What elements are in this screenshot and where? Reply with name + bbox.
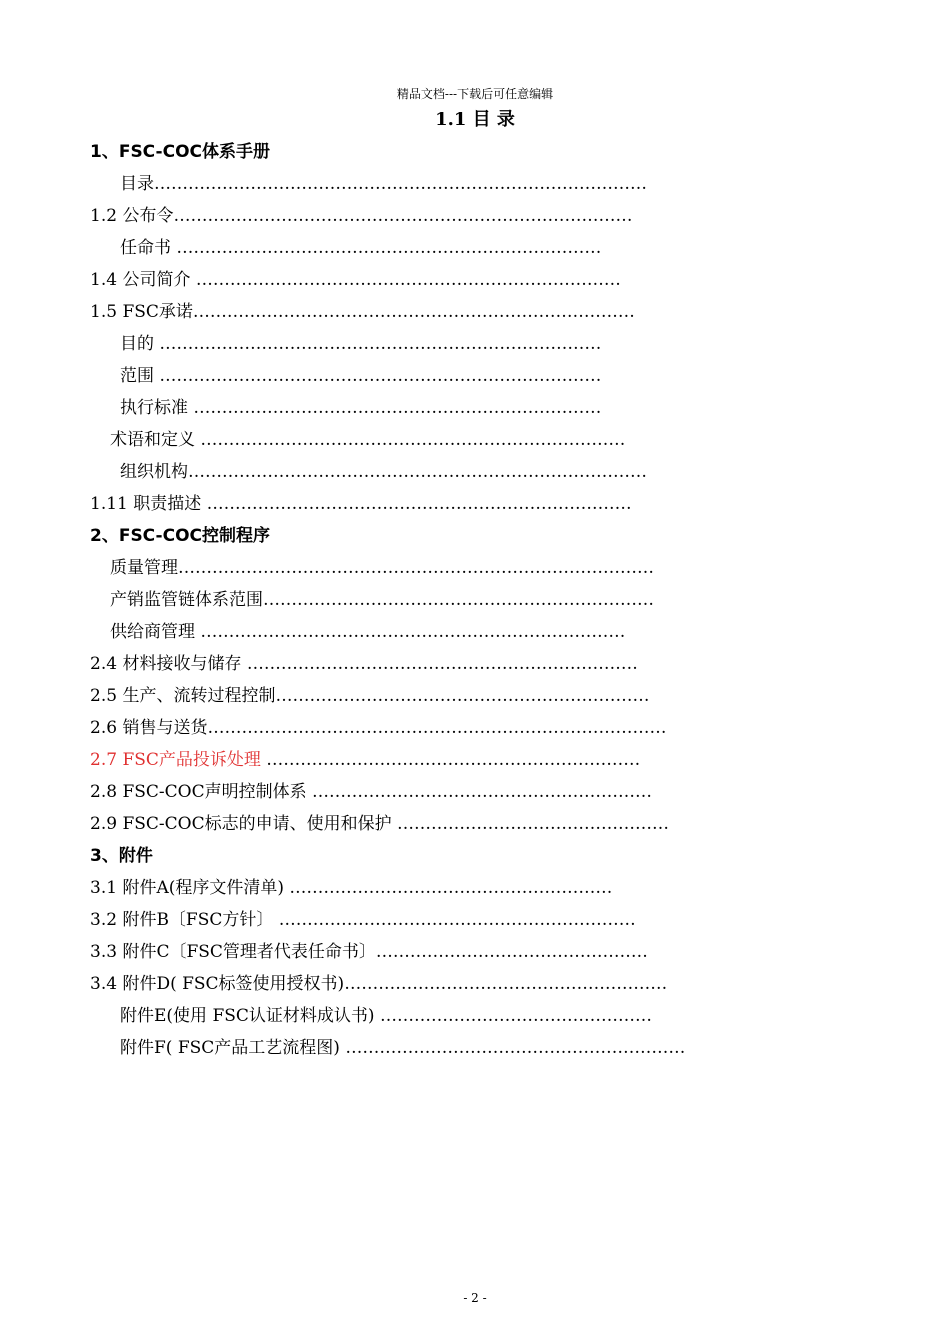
toc-leader: …………………………………………………………… [246, 654, 638, 674]
toc-leader: ………………………………………………………………… [206, 494, 632, 514]
toc-label: 3.4 附件D( FSC标签使用授权书) [90, 974, 345, 994]
toc-leader: ……………………………………………………………………… [173, 206, 633, 226]
toc-entry[interactable] [120, 332, 722, 356]
toc-entry[interactable] [110, 620, 732, 644]
toc-entry[interactable] [120, 172, 712, 196]
toc-leader: ………………………………………… [379, 1006, 652, 1026]
toc-label: 目的 [120, 334, 160, 354]
toc-entry[interactable] [90, 716, 772, 740]
toc-leader: …………………………………………………………………… [192, 302, 635, 322]
toc-leader: ………………………………………………………………… [200, 622, 626, 642]
toc-leader: ………………………………………………………… [275, 686, 650, 706]
toc-entry[interactable] [90, 812, 758, 836]
toc-label: 供给商管理 [110, 622, 201, 642]
toc-leader: ………………………………………… [397, 814, 669, 834]
toc-label: 2、FSC-COC控制程序 [90, 526, 271, 546]
toc-entry-highlight[interactable] [90, 748, 758, 772]
toc-entry[interactable] [90, 204, 742, 228]
toc-label: 3、附件 [90, 846, 153, 866]
toc-label: 组织机构 [120, 462, 188, 482]
toc-entry[interactable] [90, 940, 770, 964]
toc-entry[interactable] [90, 492, 762, 516]
toc-entry[interactable] [90, 876, 766, 900]
toc-leader: ……………………………………………………………… [193, 398, 602, 418]
toc-label: 1.2 公布令 [90, 206, 174, 226]
toc-leader: ………………………………………………………………… [176, 238, 602, 258]
toc-label: 3.1 附件A(程序文件清单) [90, 878, 290, 898]
toc-label: 产销监管链体系范围 [110, 590, 263, 610]
toc-leader: …………………………………………………………… [263, 590, 654, 610]
page-number: - 2 - [463, 1291, 487, 1305]
header-note: 精品文档---下载后可任意编辑 [396, 87, 554, 101]
toc-label: 附件F( FSC产品工艺流程图) [120, 1038, 346, 1058]
toc-label: 术语和定义 [110, 430, 201, 450]
toc-label: 3.2 附件B〔FSC方针〕 [90, 910, 279, 930]
toc-label: 1.11 职责描述 [90, 494, 207, 514]
toc-label: 3.3 附件C〔FSC管理者代表任命书〕 [90, 942, 376, 962]
toc-leader: …………………………………………………… [345, 1038, 686, 1058]
toc-entry[interactable] [90, 908, 770, 932]
toc-leader: ………………………………………………………………… [195, 270, 621, 290]
toc-leader: …………………………………………………… [312, 782, 652, 802]
toc-leader: ……………………………………………………………………… [207, 718, 667, 738]
toc-label: 2.4 材料接收与储存 [90, 654, 247, 674]
toc-label: 2.7 FSC产品投诉处理 [90, 750, 267, 770]
toc-label: 附件E(使用 FSC认证材料成认书) [120, 1006, 380, 1026]
toc-entry[interactable] [120, 1004, 742, 1028]
toc-entry[interactable] [90, 300, 736, 324]
toc-label: 执行标准 [120, 398, 194, 418]
toc-entry[interactable] [90, 780, 748, 804]
toc-label: 目录 [120, 174, 154, 194]
toc-label: 2.8 FSC-COC声明控制体系 [90, 782, 312, 802]
toc-title: 1.1 目 录 [435, 109, 515, 130]
toc-label: 1.5 FSC承诺 [90, 302, 193, 322]
toc-entry[interactable] [120, 236, 712, 260]
toc-entry[interactable] [120, 1036, 742, 1060]
toc-entry[interactable] [90, 972, 760, 996]
toc-leader: …………………………………………………………………… [159, 334, 602, 354]
toc-leader: ……………………………………………………… [278, 910, 636, 930]
toc-section-1[interactable] [90, 140, 790, 164]
toc-entry[interactable] [110, 556, 742, 580]
toc-entry[interactable] [90, 268, 732, 292]
toc-leader: …………………………………………………………………… [159, 366, 602, 386]
toc-label: 范围 [120, 366, 160, 386]
toc-entry[interactable] [110, 428, 732, 452]
toc-label: 任命书 [120, 238, 177, 258]
toc-label: 2.6 销售与送货 [90, 718, 208, 738]
toc-leader: ………………………………………………………… [266, 750, 641, 770]
toc-leader: ………………………………………………… [344, 974, 668, 994]
toc-leader: ………………………………………… [375, 942, 648, 962]
toc-label: 2.5 生产、流转过程控制 [90, 686, 276, 706]
toc-entry[interactable] [120, 364, 722, 388]
toc-leader: …………………………………………………………………………… [154, 174, 647, 194]
toc-section-3[interactable] [90, 844, 790, 868]
toc-leader: ………………………………………………………………… [200, 430, 626, 450]
toc-entry[interactable] [120, 460, 712, 484]
toc-label: 1.4 公司简介 [90, 270, 196, 290]
toc-entry[interactable] [90, 684, 772, 708]
toc-section-2[interactable] [90, 524, 790, 548]
toc-entry[interactable] [110, 588, 722, 612]
toc-label: 质量管理 [110, 558, 178, 578]
toc-label: 1、FSC-COC体系手册 [90, 142, 271, 162]
toc-leader: ……………………………………………………………………… [188, 462, 647, 482]
toc-label: 2.9 FSC-COC标志的申请、使用和保护 [90, 814, 397, 834]
toc-leader: ………………………………………………… [289, 878, 613, 898]
toc-entry[interactable] [90, 652, 762, 676]
toc-entry[interactable] [120, 396, 722, 420]
toc-leader: ………………………………………………………………………… [178, 558, 654, 578]
